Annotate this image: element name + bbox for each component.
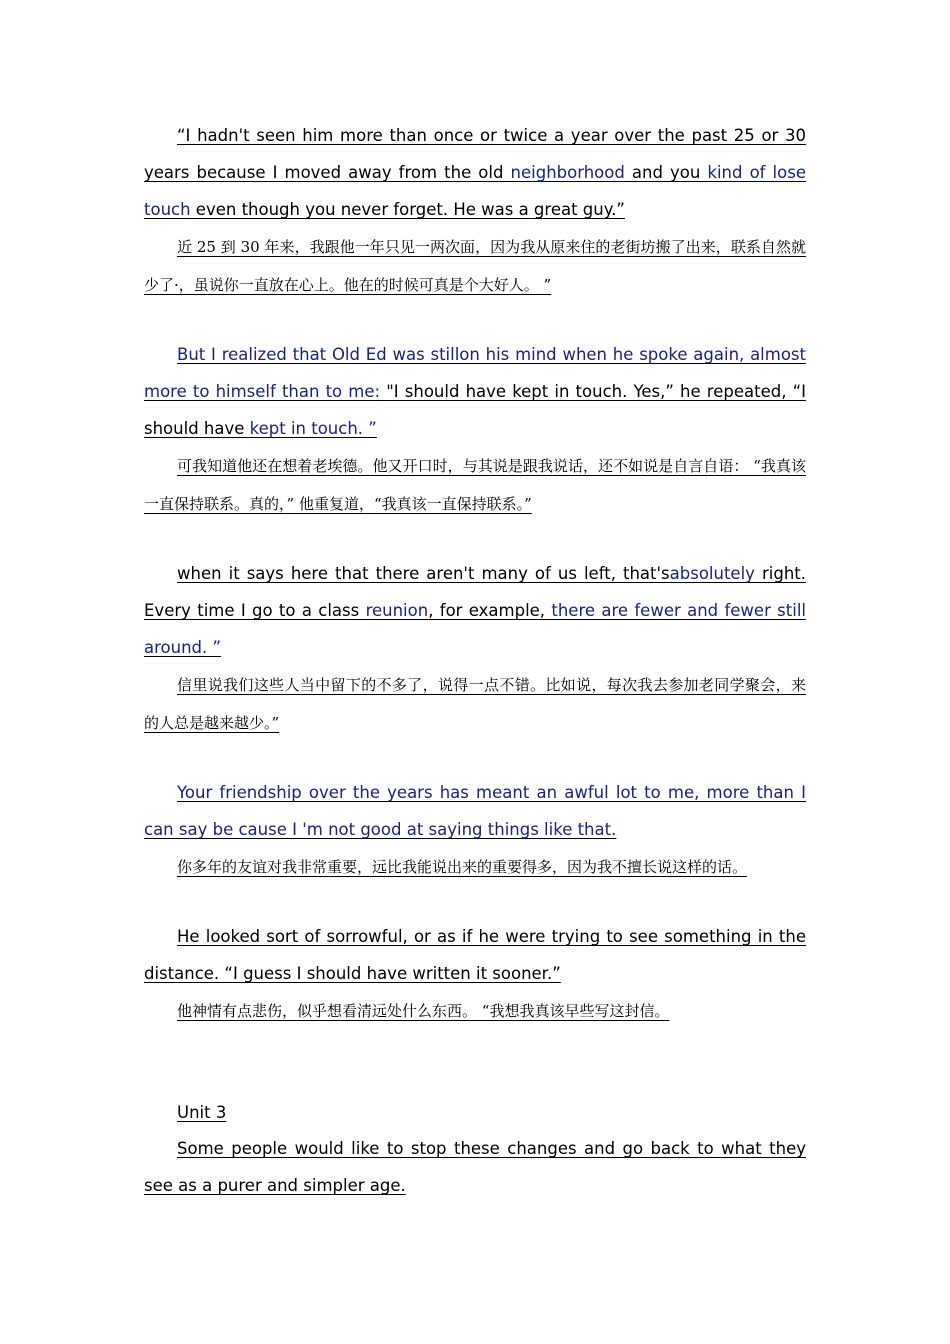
spacer xyxy=(144,523,806,555)
paragraph-zh-2: 可我知道他还在想着老埃德。他又开口时，与其说是跟我说话，还不如说是自言自语： “我真该一直保持联系。真的，” 他重复道，“我真该一直保持联系。” xyxy=(144,457,806,513)
highlighted-phrase: But I realized that Old Ed was stillon his mind when he spoke again, almost more to himself than to me: xyxy=(144,345,806,401)
paragraph-zh-4: 你多年的友谊对我非常重要，远比我能说出来的重要得多，因为我不擅长说这样的话。 xyxy=(177,858,748,876)
highlighted-phrase: absolutely xyxy=(669,564,755,583)
text-run: “I hadn't seen him more than once or twice a year over the past 25 or 30 years because I moved away from the old xyxy=(144,126,806,182)
highlighted-phrase: kept in touch. ” xyxy=(249,419,377,438)
spacer xyxy=(144,742,806,774)
text-run: even though you never forget. He was a great guy.” xyxy=(190,200,625,219)
highlighted-phrase: kind of lose touch xyxy=(144,163,806,219)
highlighted-phrase: reunion xyxy=(365,601,429,620)
highlighted-phrase: neighborhood xyxy=(510,163,625,182)
text-run: right. Every time I go to a class xyxy=(144,564,806,620)
text-run: He looked sort of sorrowful, or as if he were trying to see something in the distance. “I guess I should have written it sooner.” xyxy=(144,927,806,983)
spacer xyxy=(144,1030,806,1096)
text-run: "I should have kept in touch. Yes,” he repeated, “I should have xyxy=(144,382,806,438)
highlighted-phrase: Your friendship over the years has meant an awful lot to me, more than I can say be cause I 'm not good at saying things like that. xyxy=(144,783,806,839)
document-page xyxy=(144,117,806,1204)
unit-heading: Unit 3 xyxy=(177,1103,227,1122)
spacer xyxy=(144,886,806,918)
paragraph-en-4 xyxy=(144,774,806,848)
paragraph-en-2 xyxy=(144,336,806,447)
text-run: Some people would like to stop these changes and go back to what they see as a purer and simpler age. xyxy=(144,1139,806,1195)
paragraph-zh-1: 近 25 到 30 年来，我跟他一年只见一两次面，因为我从原来住的老街坊搬了出来，联系自然就少了·，虽说你一直放在心上。他在的时候可真是个大好人。 ” xyxy=(144,238,806,294)
paragraph-en-3 xyxy=(144,555,806,666)
text-run: , for example, xyxy=(428,601,552,620)
paragraph-zh-3: 信里说我们这些人当中留下的不多了，说得一点不错。比如说，每次我去参加老同学聚会，来的人总是越来越少。” xyxy=(144,676,806,732)
text-run: and you xyxy=(624,163,708,182)
paragraph-en-1 xyxy=(144,117,806,228)
text-run: when it says here that there aren't many of us left, that's xyxy=(177,564,670,583)
highlighted-phrase: there are fewer and fewer still around. ” xyxy=(144,601,807,657)
paragraph-en-6 xyxy=(144,1130,806,1204)
paragraph-zh-5: 他神情有点悲伤，似乎想看清远处什么东西。 “我想我真该早些写这封信。 xyxy=(177,1002,670,1020)
paragraph-en-5 xyxy=(144,918,806,992)
spacer xyxy=(144,304,806,336)
